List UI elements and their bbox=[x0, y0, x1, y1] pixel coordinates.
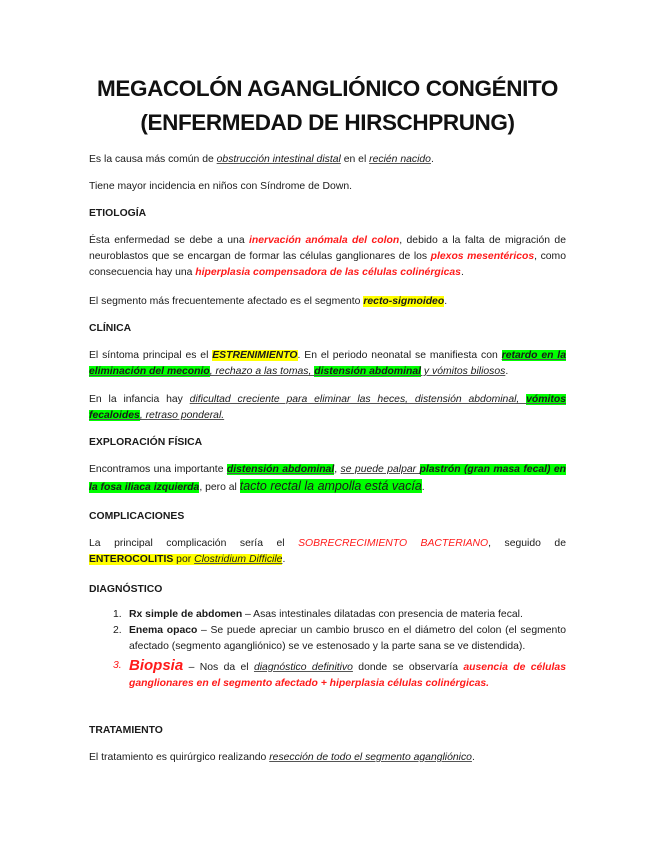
underlined-term: dificultad creciente para eliminar las heces, distensión abdominal, bbox=[189, 394, 527, 405]
heading-diagnostico: DIAGNÓSTICO bbox=[89, 584, 163, 595]
etiologia-paragraph-1 bbox=[89, 233, 566, 282]
heading-etiologia: ETIOLOGÍA bbox=[89, 208, 147, 219]
highlighted-term: ESTRENIMIENTO bbox=[212, 350, 298, 361]
red-term: inervación anómala del colon bbox=[249, 235, 400, 246]
highlighted-term: distensión abdominal bbox=[226, 464, 335, 475]
text: . bbox=[421, 482, 425, 494]
text: . bbox=[505, 366, 509, 378]
list-term: Enema opaco bbox=[129, 625, 198, 637]
highlighted-term: retardo en la eliminación del meconio bbox=[89, 350, 566, 378]
text: La principal complicación sería el bbox=[89, 538, 299, 549]
underlined-term: y vómitos biliosos bbox=[421, 366, 506, 378]
list-text: – Se puede apreciar un cambio brusco en el diámetro del colon (el segmento afectado (segmento agangliónico) se ve estenosado y la parte sana se ve distendida). bbox=[129, 625, 566, 653]
text: , seguido de bbox=[488, 538, 566, 549]
text: Encontramos una importante bbox=[89, 464, 227, 475]
text: . bbox=[460, 267, 464, 279]
highlighted-term: vómitos fecaloides bbox=[89, 394, 566, 422]
list-text: – Nos da el bbox=[183, 661, 254, 673]
clinica-paragraph-1 bbox=[89, 348, 566, 380]
underlined-term: se puede palpar bbox=[340, 464, 420, 475]
heading-complicaciones: COMPLICACIONES bbox=[89, 511, 185, 522]
highlighted-term: tacto rectal la ampolla está vacía bbox=[239, 479, 422, 494]
text: El tratamiento es quirúrgico realizando bbox=[89, 752, 270, 763]
intro-paragraph-2: Tiene mayor incidencia en niños con Síndrome de Down. bbox=[89, 181, 352, 192]
text: Es la causa más común de bbox=[89, 154, 217, 165]
exploracion-paragraph-1 bbox=[89, 462, 566, 496]
text: Ésta enfermedad se debe a una bbox=[89, 235, 250, 246]
diagnostico-list bbox=[113, 607, 566, 692]
text: , bbox=[334, 464, 341, 475]
intro-paragraph-1 bbox=[89, 152, 566, 168]
list-number: 2. bbox=[113, 625, 122, 637]
underlined-term: resección de todo el segmento agangliónico bbox=[269, 752, 472, 763]
highlighted-term: ENTEROCOLITIS bbox=[89, 554, 174, 566]
text: . bbox=[471, 752, 475, 763]
text: . En el periodo neonatal se manifiesta con bbox=[297, 350, 502, 361]
underlined-term: , retraso ponderal. bbox=[139, 410, 225, 422]
document-title-line-1: MEGACOLÓN AGANGLIÓNICO CONGÉNITO bbox=[97, 76, 558, 101]
text: , como consecuencia hay una bbox=[89, 251, 566, 279]
text: en el bbox=[340, 154, 370, 165]
list-number: 1. bbox=[113, 609, 122, 620]
text: El síntoma principal es el bbox=[89, 350, 213, 361]
highlighted-term: plastrón (gran masa fecal) en la fosa iliaca izquierda bbox=[89, 464, 567, 494]
text: , pero al bbox=[199, 482, 240, 494]
underlined-term: recién nacido bbox=[369, 154, 431, 165]
red-term: ausencia de células ganglionares en el segmento afectado + hiperplasia células colinérgicas. bbox=[129, 661, 566, 689]
text: , debido a la falta de migración de neuroblastos que se encargan de formar las células ganglionares de los bbox=[89, 235, 566, 263]
list-text: donde se observaría bbox=[352, 661, 464, 673]
heading-clinica: CLÍNICA bbox=[89, 323, 132, 334]
heading-exploracion-fisica: EXPLORACIÓN FÍSICA bbox=[89, 437, 203, 448]
underlined-term: obstrucción intestinal distal bbox=[216, 154, 341, 165]
text: . bbox=[444, 296, 448, 307]
text: En la infancia hay bbox=[89, 394, 190, 405]
highlighted-term: distensión abdominal bbox=[314, 366, 422, 378]
highlighted-term: recto-sigmoideo bbox=[363, 296, 445, 307]
red-term: hiperplasia compensadora de las células colinérgicas bbox=[195, 267, 461, 279]
text: El segmento más frecuentemente afectado es el segmento bbox=[89, 296, 364, 307]
underlined-term: diagnóstico definitivo bbox=[253, 661, 353, 673]
list-term: Biopsia bbox=[129, 656, 184, 674]
tratamiento-paragraph-1 bbox=[89, 750, 566, 766]
list-item bbox=[113, 658, 566, 692]
red-term: plexos mesentéricos bbox=[430, 251, 535, 263]
list-text: – Asas intestinales dilatadas con presencia de materia fecal. bbox=[242, 609, 523, 620]
complicaciones-paragraph-1 bbox=[89, 536, 566, 568]
highlighted-text: por bbox=[173, 554, 195, 566]
etiologia-paragraph-2 bbox=[89, 294, 566, 310]
text: . bbox=[430, 154, 434, 165]
list-item bbox=[113, 607, 566, 623]
clinica-paragraph-2 bbox=[89, 392, 566, 424]
list-number: 3. bbox=[113, 659, 122, 671]
text: . bbox=[282, 554, 286, 566]
underlined-term: , rechazo a las tomas, bbox=[209, 366, 315, 378]
red-term: SOBRECRECIMIENTO BACTERIANO bbox=[298, 538, 489, 549]
list-term: Rx simple de abdomen bbox=[129, 609, 243, 620]
highlighted-term: Clostridium Difficile bbox=[194, 554, 283, 566]
heading-tratamiento: TRATAMIENTO bbox=[89, 725, 163, 736]
list-item bbox=[113, 623, 566, 655]
document-title-line-2: (ENFERMEDAD DE HIRSCHPRUNG) bbox=[140, 110, 515, 135]
